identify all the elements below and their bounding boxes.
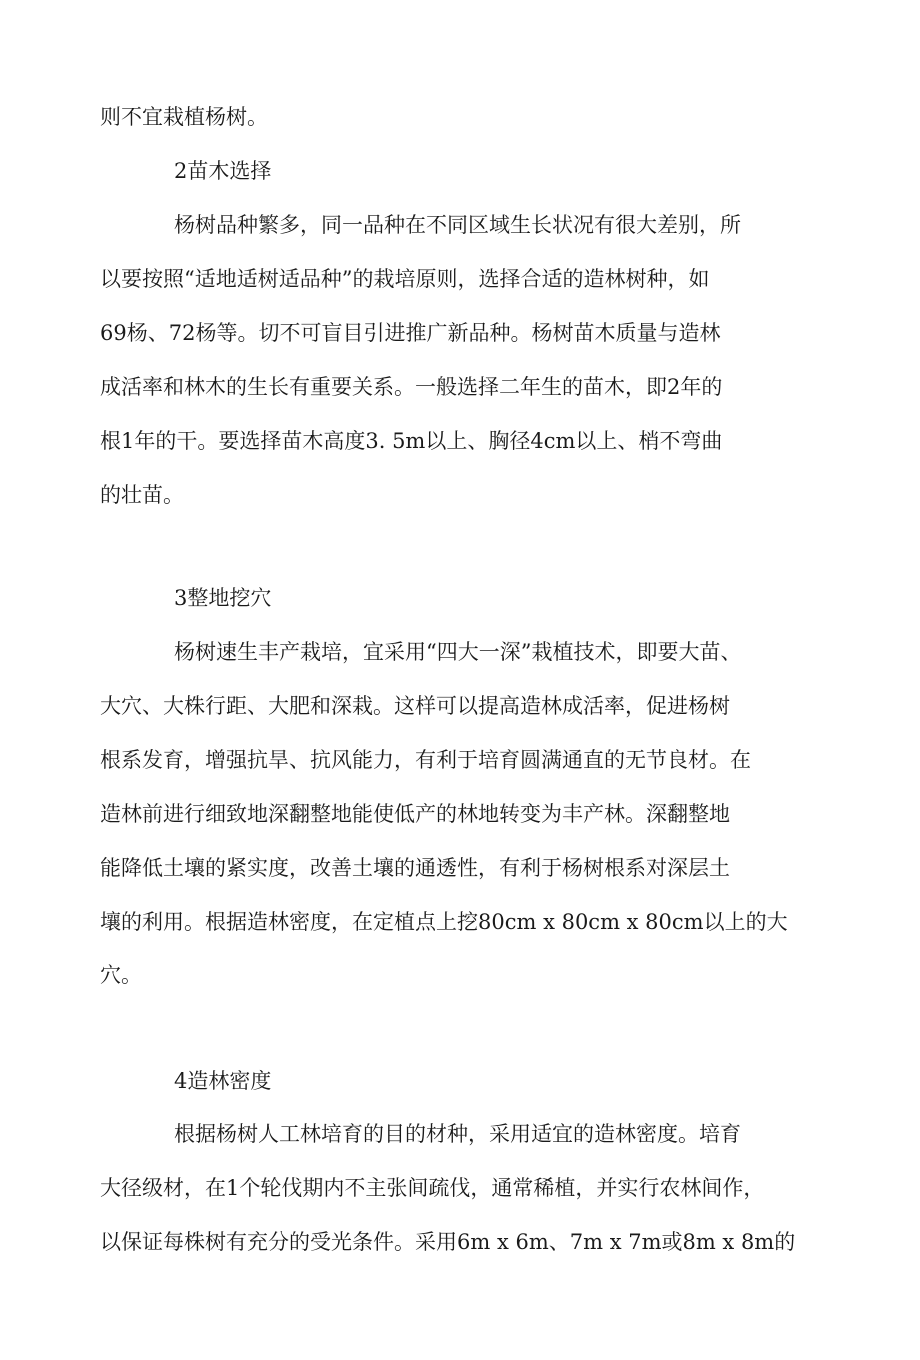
section-3-paragraph-line: 根系发育，增强抗旱、抗风能力，有利于培育圆满通直的无节良材。在	[100, 748, 751, 772]
section-3-paragraph-line: 造林前进行细致地深翻整地能使低产的林地转变为丰产林。深翻整地	[100, 802, 730, 826]
section-2-paragraph-line: 69杨、72杨等。切不可盲目引进推广新品种。杨树苗木质量与造林	[100, 321, 721, 345]
section-3-paragraph-line: 大穴、大株行距、大肥和深栽。这样可以提高造林成活率，促进杨树	[100, 694, 730, 718]
section-3-paragraph-line: 穴。	[100, 963, 142, 987]
section-3-paragraph-line: 杨树速生丰产栽培，宜采用“四大一深”栽植技术，即要大苗、	[174, 640, 742, 664]
intro-paragraph-tail: 则不宜栽植杨树。	[100, 105, 268, 129]
section-4-paragraph-line: 大径级材，在1个轮伐期内不主张间疏伐，通常稀植，并实行农林间作，	[100, 1176, 765, 1200]
section-2-paragraph-line: 以要按照“适地适树适品种”的栽培原则，选择合适的造林树种，如	[100, 267, 710, 291]
section-2-paragraph-line: 成活率和林木的生长有重要关系。一般选择二年生的苗木，即2年的	[100, 375, 723, 399]
section-2-heading: 2苗木选择	[174, 159, 272, 183]
section-4-heading: 4造林密度	[174, 1069, 272, 1093]
section-2-paragraph-line: 杨树品种繁多，同一品种在不同区域生长状况有很大差别，所	[174, 213, 741, 237]
section-2-paragraph-line: 根1年的干。要选择苗木高度3. 5m以上、胸径4cm以上、梢不弯曲	[100, 429, 723, 453]
section-4-paragraph-line: 根据杨树人工林培育的目的材种，采用适宜的造林密度。培育	[174, 1122, 741, 1146]
section-3-paragraph-line: 能降低土壤的紧实度，改善土壤的通透性，有利于杨树根系对深层土	[100, 856, 730, 880]
section-4-paragraph-line: 以保证每株树有充分的受光条件。采用6m x 6m、7m x 7m或8m x 8m的	[100, 1230, 796, 1254]
section-2-paragraph-line: 的壮苗。	[100, 483, 184, 507]
section-3-paragraph-line: 壤的利用。根据造林密度，在定植点上挖80cm x 80cm x 80cm以上的大	[100, 910, 788, 934]
section-3-heading: 3整地挖穴	[174, 586, 272, 610]
